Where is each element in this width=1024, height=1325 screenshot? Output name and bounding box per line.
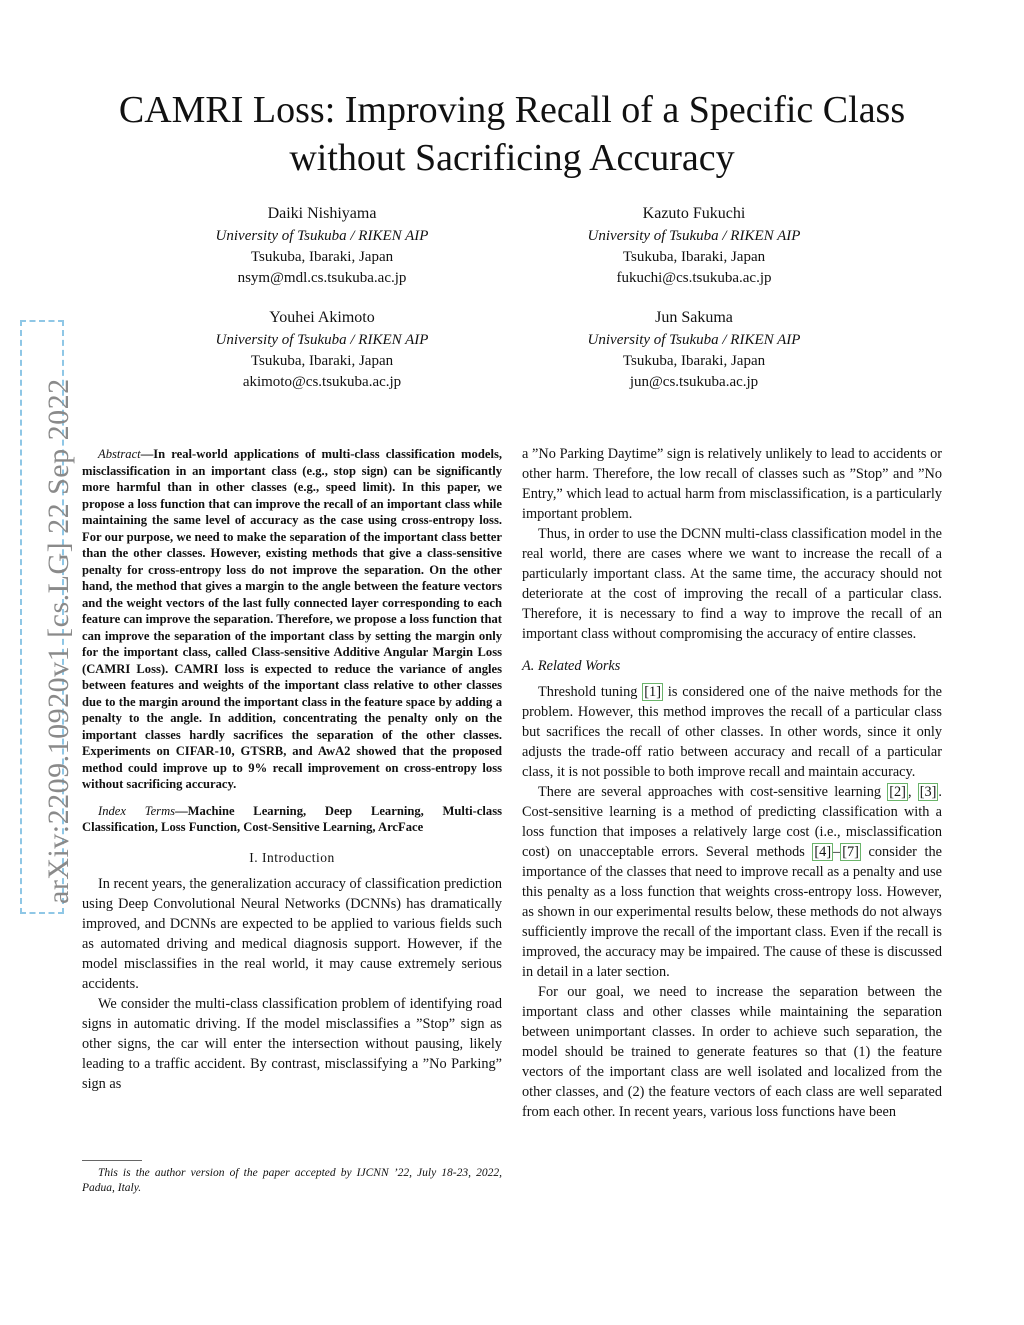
index-terms-text: —Machine Learning, Deep Learning, Multi-class Classification, Loss Function, Cost-Sensitive Learning, ArcFace bbox=[82, 803, 502, 834]
author-location: Tsukuba, Ibaraki, Japan bbox=[622, 353, 766, 369]
abstract-label: Abstract bbox=[98, 447, 141, 461]
author-name: Daiki Nishiyama bbox=[267, 205, 377, 222]
right-column bbox=[522, 444, 942, 1122]
author-name: Youhei Akimoto bbox=[269, 309, 375, 326]
title-line-1: CAMRI Loss: Improving Recall of a Specific Class bbox=[118, 89, 906, 131]
citation-link[interactable]: [1] bbox=[644, 684, 661, 700]
author-email[interactable]: fukuchi@cs.tsukuba.ac.jp bbox=[616, 270, 772, 286]
footnote: This is the author version of the paper accepted by IJCNN ’22, July 18-23, 2022, Padua, Italy. bbox=[82, 1167, 502, 1194]
related-paragraph-2 bbox=[522, 782, 942, 982]
citation-link[interactable]: [4] bbox=[814, 844, 832, 860]
author-email[interactable]: akimoto@cs.tsukuba.ac.jp bbox=[242, 374, 402, 390]
text-run: – bbox=[833, 844, 841, 860]
index-terms bbox=[82, 803, 502, 836]
author-location: Tsukuba, Ibaraki, Japan bbox=[250, 353, 394, 369]
footnote-block bbox=[82, 1166, 502, 1196]
text-run: There are several approaches with cost-sensitive learning bbox=[538, 784, 888, 800]
abstract-text: —In real-world applications of multi-class classification models, misclassification in an important class (e.g., stop sign) can be significantly more harmful than in other classes (e.g., speed limit). In this paper, we propose a loss function that can improve the recall of an important class while maintaining the same level of accuracy as the case using cross-entropy loss. For our purpose, we need to make the separation of the important class better than the other classes. However, existing methods that give a class-sensitive penalty for cross-entropy loss do not improve the separation. On the other hand, the method that gives a margin to the angle between the feature vectors and the weight vectors of the last fully connected layer corresponding to each feature can improve the separation. Therefore, we propose a loss function that can improve the separation of the important class by setting the margin only for the important class, called Class-sensitive Additive Angular Margin Loss (CAMRI Loss). CAMRI loss is expected to reduce the variance of angles between features and weights of the important class relative to other classes due to the margin around the important class in the feature space by adding a penalty to the angle. In addition, concentrating the penalty only on the important classes hardly sacrifices the separation of the other classes. Experiments on CIFAR-10, GTSRB, and AwA2 showed that the proposed method could improve up to 9% recall improvement on cross-entropy loss without sacrificing accuracy. bbox=[82, 447, 502, 791]
title-line-2: without Sacrificing Accuracy bbox=[289, 137, 735, 179]
footnote-rule bbox=[82, 1160, 142, 1161]
citation-link[interactable]: [2] bbox=[889, 784, 906, 800]
abstract bbox=[82, 446, 502, 793]
citation-link[interactable]: [3] bbox=[919, 784, 937, 800]
subsection-heading-related-works: A. Related Works bbox=[522, 658, 621, 674]
index-terms-label: Index Terms bbox=[98, 803, 176, 818]
author-email[interactable]: jun@cs.tsukuba.ac.jp bbox=[629, 374, 759, 390]
intro-paragraph-2-continued: a ”No Parking Daytime” sign is relatively unlikely to lead to accidents or other harm. Therefore, the low recall of classes such as ”Stop” and ”No Entry,” which lead to actual harm from misclassification, is a particularly important problem. bbox=[522, 446, 942, 522]
author-block-2 bbox=[534, 203, 854, 289]
intro-paragraph-3: Thus, in order to use the DCNN multi-class classification model in the real world, there are cases where we want to increase the recall of a particularly important class. At the same time, the accuracy should not deteriorate at the cost of improving the recall of a particular class. Therefore, it is necessary to find a way to improve the recall of an important class without compromising the accuracy of entire classes. bbox=[522, 526, 942, 642]
intro-paragraph-1: In recent years, the generalization accuracy of classification prediction using Deep Convolutional Neural Networks (DCNNs) has dramatically improved, and DCNNs are expected to be applied to various fields such as automated driving and medical diagnosis support. However, if the model misclassifies in the real world, it may cause extremely serious accidents. bbox=[82, 875, 502, 992]
text-run: , bbox=[907, 784, 918, 800]
author-block-1 bbox=[162, 203, 482, 289]
author-email[interactable]: nsym@mdl.cs.tsukuba.ac.jp bbox=[237, 270, 407, 286]
intro-paragraph-2: We consider the multi-class classification problem of identifying road signs in automatic driving. If the model misclassifies a ”Stop” sign as other signs, the car will enter the intersection without pausing, likely leading to a traffic accident. By contrast, misclassifying a ”No Parking” sign as bbox=[82, 995, 502, 1092]
text-run: is considered one of the naive methods for the problem. However, this method improves the recall of a particular class but sacrifices the recall of other classes. In other words, since it only adjusts the trade-off ratio between accuracy and recall of a particular class, it is not possible to both improve recall and maintain accuracy. bbox=[522, 684, 943, 780]
text-run: . Cost-sensitive learning is a method of predicting classification with a loss function that imposes a relatively large cost (i.e., misclassification cost) on unacceptable errors. Several methods bbox=[522, 784, 942, 860]
section-heading-introduction: I. Introduction bbox=[249, 849, 335, 865]
citation-link[interactable]: [7] bbox=[842, 844, 859, 860]
author-affiliation: University of Tsukuba / RIKEN AIP bbox=[587, 332, 801, 348]
author-location: Tsukuba, Ibaraki, Japan bbox=[622, 249, 766, 265]
author-location: Tsukuba, Ibaraki, Japan bbox=[250, 249, 394, 265]
author-affiliation: University of Tsukuba / RIKEN AIP bbox=[215, 228, 429, 244]
arxiv-identifier: arXiv:2209.10920v1 [cs.LG] 22 Sep 2022 bbox=[42, 378, 75, 904]
author-affiliation: University of Tsukuba / RIKEN AIP bbox=[587, 228, 801, 244]
author-name: Kazuto Fukuchi bbox=[642, 205, 746, 222]
author-affiliation: University of Tsukuba / RIKEN AIP bbox=[215, 332, 429, 348]
author-block-4 bbox=[534, 307, 854, 393]
left-column bbox=[82, 446, 502, 1094]
text-run: Threshold tuning bbox=[538, 684, 643, 700]
related-paragraph-1 bbox=[522, 682, 942, 782]
related-paragraph-3: For our goal, we need to increase the separation between the important class and other classes while maintaining the separation between unimportant classes. In order to achieve such separation, the model should be trained to generate features so that (1) the feature vectors of the important class are well isolated and localized from the other classes, and (2) the feature vectors of each class are well separated from each other. In recent years, various loss functions have been bbox=[522, 984, 942, 1120]
author-block-3 bbox=[162, 307, 482, 393]
text-run: consider the importance of the classes that need to improve recall as a penalty and use this penalty as a loss function that weights cross-entropy loss. However, as shown in our experimental results below, these methods do not always sufficiently improve the recall of the important class. Even if the recall is improved, the accuracy may be impaired. The cause of these is discussed in detail in a later section. bbox=[522, 844, 942, 980]
author-name: Jun Sakuma bbox=[655, 309, 733, 326]
paper-title bbox=[60, 86, 964, 182]
